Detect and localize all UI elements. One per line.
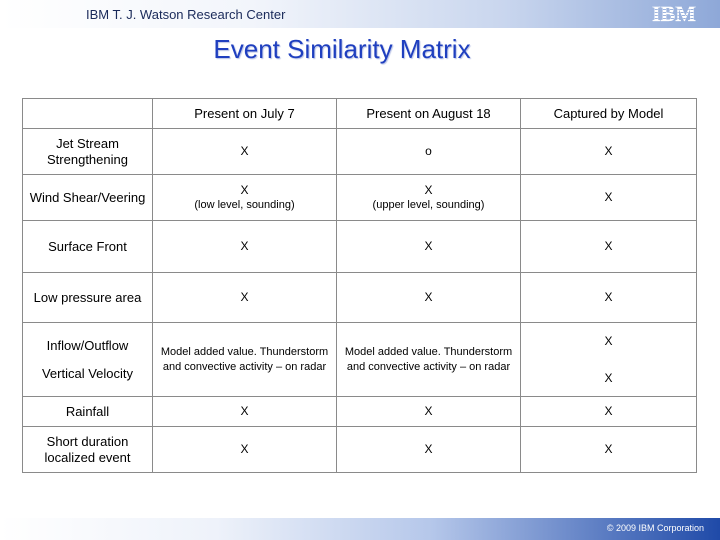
table-row [23, 129, 697, 175]
august-note: (upper level, sounding) [372, 198, 485, 211]
july-cell: X [153, 427, 337, 473]
model-mark-inflow: X [604, 333, 613, 348]
table-row [23, 273, 697, 323]
august-cell: o [337, 129, 521, 175]
august-cell: X [337, 221, 521, 273]
footer-bar [0, 518, 720, 540]
column-header-august: Present on August 18 [337, 99, 521, 129]
ibm-logo-text: IBM [652, 1, 696, 25]
page-title: Event Similarity Matrix [213, 34, 471, 64]
header-bar [0, 0, 720, 28]
row-label [23, 323, 153, 397]
august-cell: X [337, 397, 521, 427]
july-cell: X [153, 273, 337, 323]
row-label: Surface Front [23, 221, 153, 273]
column-header-model: Captured by Model [521, 99, 697, 129]
model-cell: X [521, 273, 697, 323]
model-cell: X [521, 175, 697, 221]
table-header-row [23, 99, 697, 129]
table-row [23, 221, 697, 273]
model-cell: X [521, 221, 697, 273]
july-cell [153, 175, 337, 221]
table-row [23, 175, 697, 221]
table-row [23, 323, 697, 397]
august-cell: X [337, 273, 521, 323]
july-cell: X [153, 397, 337, 427]
research-center-name: IBM T. J. Watson Research Center [86, 7, 286, 22]
july-cell: Model added value. Thunderstorm and convective activity – on radar [153, 323, 337, 397]
model-mark-vertical-velocity: X [604, 370, 613, 385]
event-similarity-table [22, 98, 697, 473]
column-header-july: Present on July 7 [153, 99, 337, 129]
model-cell: X [521, 129, 697, 175]
table-row [23, 427, 697, 473]
july-note: (low level, sounding) [194, 198, 295, 211]
row-label: Rainfall [23, 397, 153, 427]
corner-cell [23, 99, 153, 129]
row-label: Short duration localized event [23, 427, 153, 473]
model-cell: X [521, 427, 697, 473]
row-label: Wind Shear/Veering [23, 175, 153, 221]
july-cell: X [153, 129, 337, 175]
august-cell: Model added value. Thunderstorm and convective activity – on radar [337, 323, 521, 397]
row-label: Low pressure area [23, 273, 153, 323]
august-cell: X [337, 427, 521, 473]
table-row [23, 397, 697, 427]
model-cell: X [521, 397, 697, 427]
august-cell [337, 175, 521, 221]
july-mark: X [240, 182, 249, 197]
row-label-inflow: Inflow/Outflow [46, 337, 129, 353]
july-cell: X [153, 221, 337, 273]
august-mark: X [424, 182, 433, 197]
row-label: Jet Stream Strengthening [23, 129, 153, 175]
ibm-logo-icon [650, 1, 712, 25]
row-label-vertical-velocity: Vertical Velocity [41, 365, 134, 381]
copyright-text: © 2009 IBM Corporation [606, 523, 704, 533]
model-cell [521, 323, 697, 397]
